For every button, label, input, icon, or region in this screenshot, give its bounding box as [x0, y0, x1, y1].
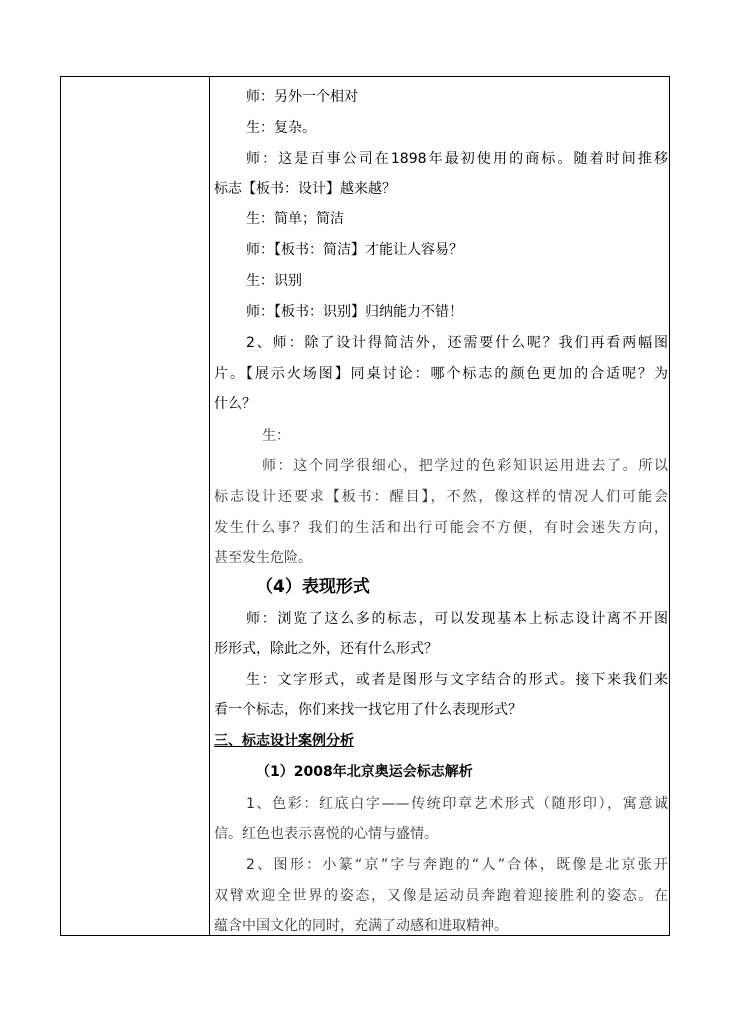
dialogue-line: 师：另外一个相对	[246, 89, 358, 105]
dialogue-line: 师：【板书：简洁】才能让人容易？	[246, 242, 463, 258]
dialogue-line: 片。【展示火场图】同桌讨论：哪个标志的颜色更加的合适呢？为	[214, 366, 668, 382]
dialogue-line: 师：这是百事公司在1898年最初使用的商标。随着时间推移	[246, 151, 668, 167]
dialogue-line: 师：【板书：识别】归纳能力不错！	[246, 304, 463, 320]
dialogue-line: 生：文字形式，或者是图形与文字结合的形式。接下来我们来	[246, 672, 668, 688]
section-heading: （4）表现形式	[256, 577, 370, 597]
column-divider	[209, 77, 210, 935]
analysis-line: 1、色彩：红底白字——传统印章艺术形式（随形印），寓意诚	[246, 796, 668, 812]
subsection-title: （1）2008年北京奥运会标志解析	[256, 764, 473, 780]
dialogue-line: 生：识别	[246, 273, 302, 289]
dialogue-line: 生：简单；简洁	[246, 211, 344, 227]
analysis-line: 信。红色也表示喜悦的心情与盛情。	[214, 826, 438, 842]
dialogue-line: 发生什么事？我们的生活和出行可能会不方便，有时会迷失方向，	[214, 520, 668, 536]
dialogue-line: 师：这个同学很细心，把学过的色彩知识运用进去了。所以	[262, 458, 668, 474]
dialogue-line: 标志设计还要求【板书：醒目】，不然，像这样的情况人们可能会	[214, 489, 668, 505]
dialogue-line: 看一个标志，你们来找一找它用了什么表现形式？	[214, 702, 522, 718]
dialogue-line: 生：	[262, 428, 290, 444]
analysis-line: 2、图形：小篆“京”字与奔跑的“人”合体，既像是北京张开	[246, 857, 668, 873]
analysis-line: 双臂欢迎全世界的姿态，又像是运动员奔跑着迎接胜利的姿态。在	[214, 888, 668, 904]
dialogue-line: 生：复杂。	[246, 120, 316, 136]
dialogue-line: 标志【板书：设计】越来越？	[214, 181, 396, 197]
dialogue-line: 什么？	[214, 396, 256, 412]
analysis-line: 蕴含中国文化的同时，充满了动感和进取精神。	[214, 918, 508, 934]
dialogue-line: 甚至发生危险。	[214, 550, 312, 566]
section-title: 三、标志设计案例分析	[214, 733, 354, 749]
dialogue-line: 2、师：除了设计得简洁外，还需要什么呢？我们再看两幅图	[246, 335, 668, 351]
lesson-table	[60, 76, 670, 936]
dialogue-line: 形形式，除此之外，还有什么形式？	[214, 641, 438, 657]
dialogue-line: 师：浏览了这么多的标志，可以发现基本上标志设计离不开图	[246, 611, 668, 627]
